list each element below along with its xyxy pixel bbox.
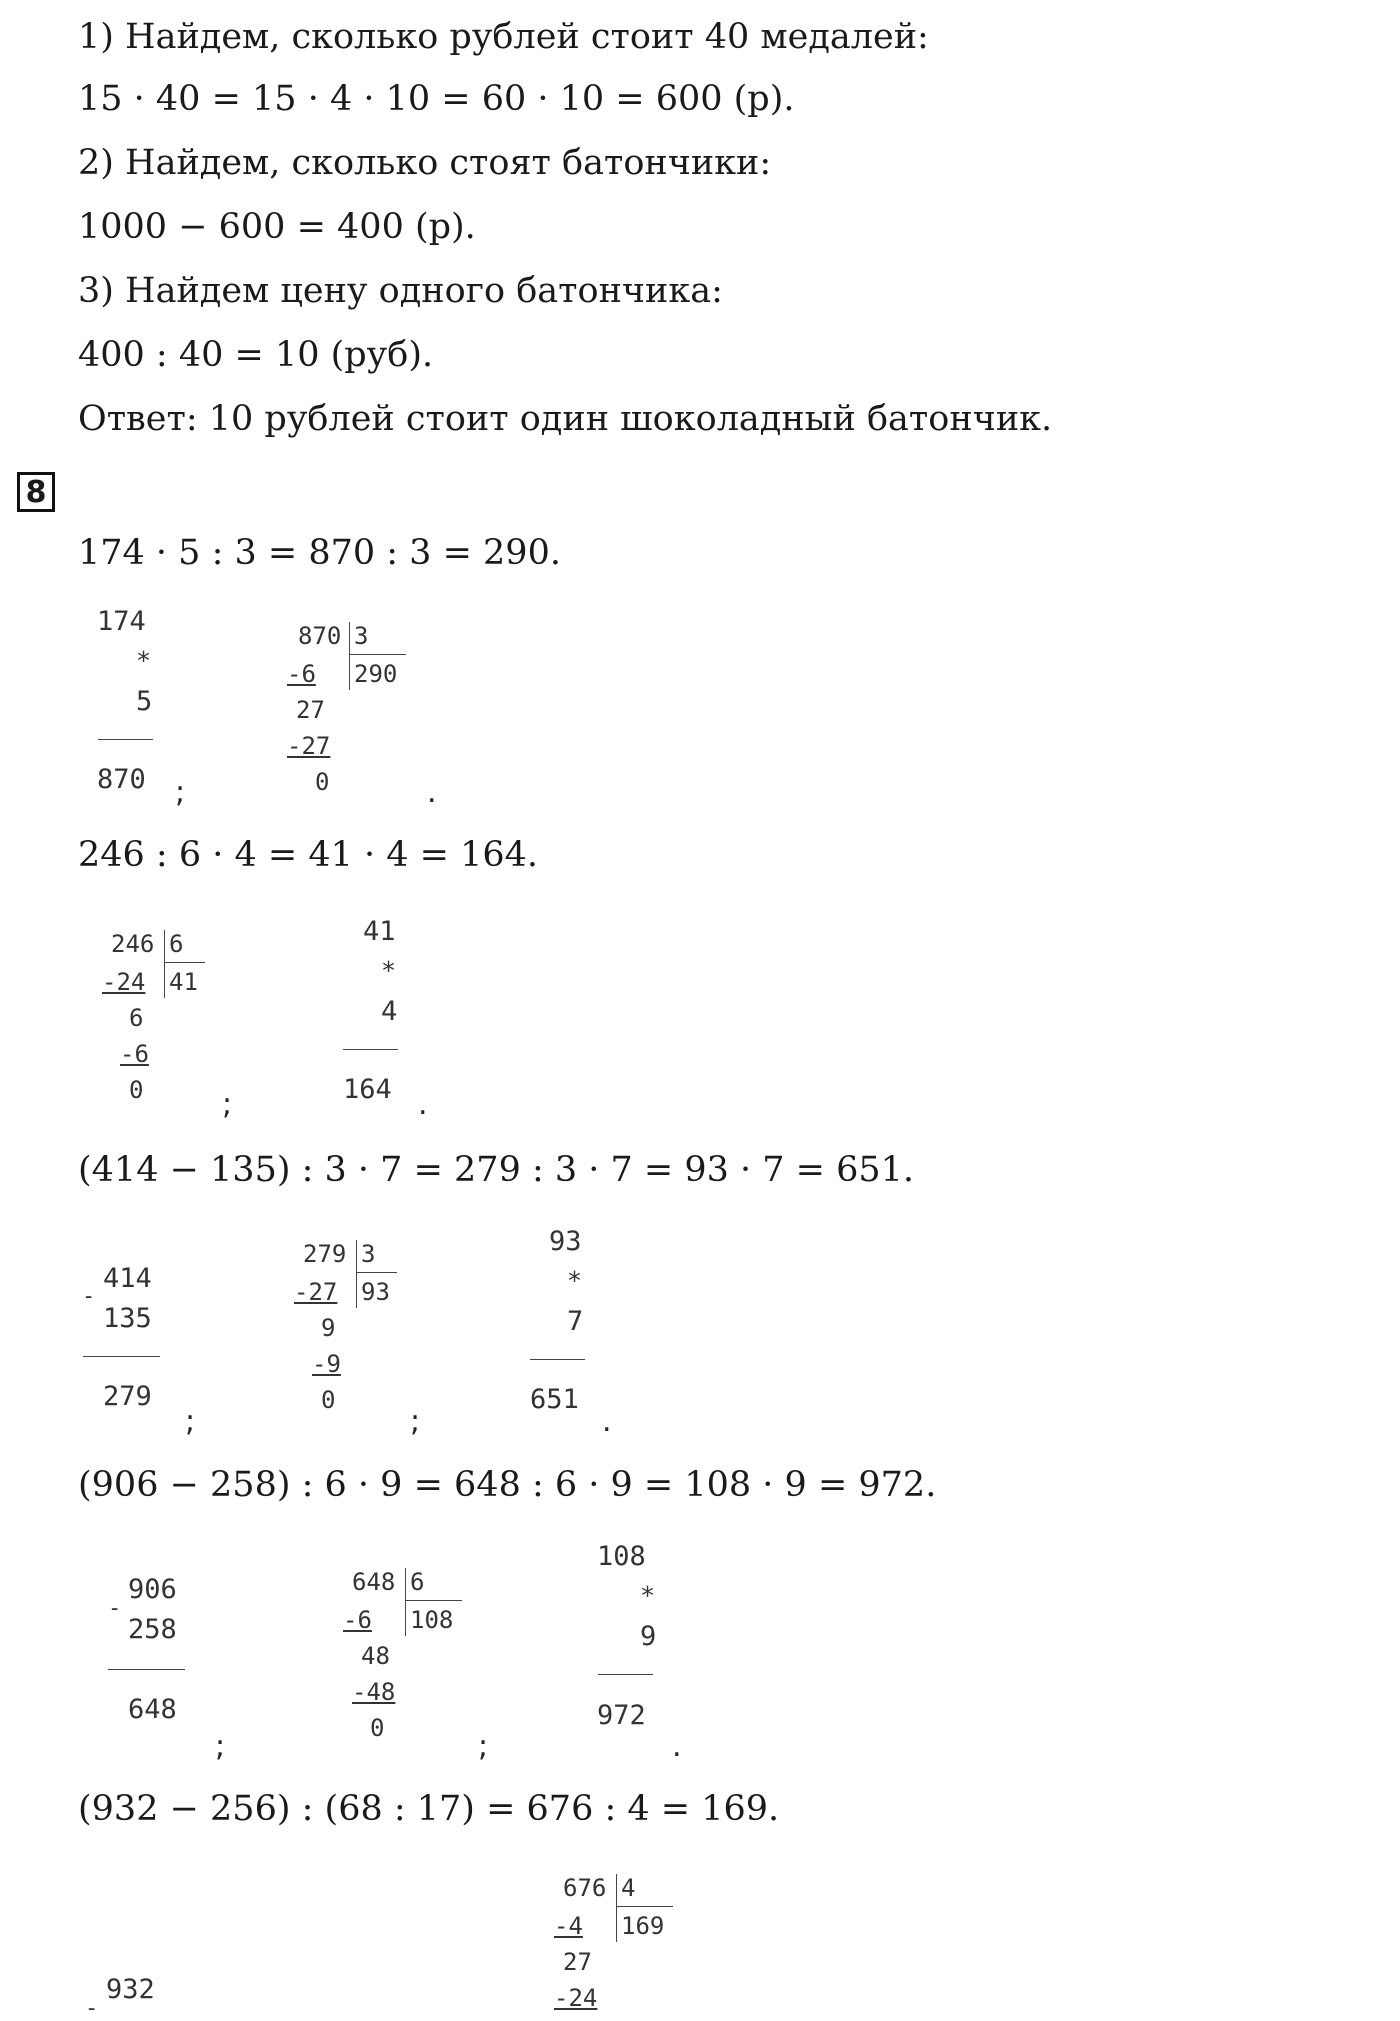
mult-operand-a: 41 xyxy=(363,916,396,947)
dividend: 279 xyxy=(303,1240,347,1268)
division-step: -27 xyxy=(287,732,331,760)
division-step: -24 xyxy=(102,968,146,996)
division-step: -6 xyxy=(343,1606,372,1634)
step-1-formula: 15 · 40 = 15 · 4 · 10 = 60 · 10 = 600 (р). xyxy=(78,79,795,119)
dividend: 648 xyxy=(352,1568,396,1596)
step-2-formula: 1000 − 600 = 400 (р). xyxy=(78,207,476,247)
sub-operand-a: 414 xyxy=(103,1263,152,1294)
divisor-line xyxy=(617,1906,673,1907)
division-bar xyxy=(349,622,350,690)
dividend: 676 xyxy=(563,1874,607,1902)
division-step: 9 xyxy=(321,1314,336,1342)
division-step: 6 xyxy=(129,1004,144,1032)
quotient: 290 xyxy=(354,660,398,688)
mult-operand-b: 4 xyxy=(381,996,398,1027)
semicolon: ; xyxy=(222,1087,233,1122)
period: . xyxy=(418,1087,428,1122)
sub-line xyxy=(108,1669,185,1670)
division-step: -6 xyxy=(120,1040,149,1068)
period: . xyxy=(602,1404,612,1439)
mult-line xyxy=(343,1049,398,1050)
division-bar xyxy=(164,930,165,998)
division-step: 0 xyxy=(321,1386,336,1414)
sub-result: 648 xyxy=(128,1694,177,1725)
mult-result: 972 xyxy=(597,1700,646,1731)
semicolon: ; xyxy=(478,1729,489,1764)
step-3-formula: 400 : 40 = 10 (руб). xyxy=(78,335,434,375)
quotient: 41 xyxy=(169,968,198,996)
sub-result: 279 xyxy=(103,1381,152,1412)
mult-line xyxy=(98,739,153,740)
semicolon: ; xyxy=(185,1404,196,1439)
division-step: 27 xyxy=(296,696,325,724)
equation-3: (414 − 135) : 3 · 7 = 279 : 3 · 7 = 93 · 7 = 651. xyxy=(78,1150,915,1190)
mult-operator: * xyxy=(381,956,397,985)
period: . xyxy=(427,775,437,810)
mult-result: 870 xyxy=(97,764,146,795)
division-step: 48 xyxy=(361,1642,390,1670)
mult-result: 651 xyxy=(530,1384,579,1415)
division-step: 0 xyxy=(315,768,330,796)
division-step: -4 xyxy=(554,1912,583,1940)
equation-2: 246 : 6 · 4 = 41 · 4 = 164. xyxy=(78,835,539,875)
sub-line xyxy=(83,1356,160,1357)
equation-4: (906 − 258) : 6 · 9 = 648 : 6 · 9 = 108 · 9 = 972. xyxy=(78,1465,937,1505)
step-2-text: 2) Найдем, сколько стоят батончики: xyxy=(78,143,772,183)
step-1-text: 1) Найдем, сколько рублей стоит 40 медалей: xyxy=(78,17,929,57)
mult-operand-b: 5 xyxy=(136,686,153,717)
divisor-line xyxy=(350,654,406,655)
quotient: 108 xyxy=(410,1606,454,1634)
mult-operator: * xyxy=(640,1581,656,1610)
mult-operand-b: 9 xyxy=(640,1621,657,1652)
dividend: 246 xyxy=(111,930,155,958)
division-step: -27 xyxy=(294,1278,338,1306)
semicolon: ; xyxy=(175,775,186,810)
semicolon: ; xyxy=(215,1729,226,1764)
division-step: -48 xyxy=(352,1678,396,1706)
division-step: -6 xyxy=(287,660,316,688)
mult-operator: * xyxy=(567,1266,583,1295)
mult-line xyxy=(598,1674,653,1675)
division-step: 0 xyxy=(129,1076,144,1104)
divisor: 6 xyxy=(410,1568,425,1596)
sub-operand-b: 258 xyxy=(128,1614,177,1645)
divisor: 3 xyxy=(361,1240,376,1268)
sub-operand-b: 135 xyxy=(103,1303,152,1334)
division-bar xyxy=(356,1240,357,1308)
divisor-line xyxy=(357,1272,397,1273)
divisor-line xyxy=(406,1600,462,1601)
division-step: 27 xyxy=(563,1948,592,1976)
task-number-badge: 8 xyxy=(17,472,55,512)
mult-operand-a: 93 xyxy=(549,1226,582,1257)
mult-operand-a: 108 xyxy=(597,1541,646,1572)
equation-1: 174 · 5 : 3 = 870 : 3 = 290. xyxy=(78,533,561,573)
mult-operator: * xyxy=(136,646,152,675)
sub-sign: - xyxy=(82,1284,96,1309)
divisor-line xyxy=(165,962,205,963)
division-step: -9 xyxy=(312,1350,341,1378)
semicolon: ; xyxy=(410,1404,421,1439)
sub-sign: - xyxy=(85,1996,99,2021)
division-step: -24 xyxy=(554,1984,598,2012)
equation-5: (932 − 256) : (68 : 17) = 676 : 4 = 169. xyxy=(78,1789,780,1829)
mult-operand-b: 7 xyxy=(567,1306,584,1337)
division-bar xyxy=(616,1874,617,1942)
mult-operand-a: 174 xyxy=(97,606,146,637)
step-3-text: 3) Найдем цену одного батончика: xyxy=(78,271,723,311)
sub-sign: - xyxy=(108,1596,122,1621)
mult-result: 164 xyxy=(343,1074,392,1105)
dividend: 870 xyxy=(298,622,342,650)
answer-text: Ответ: 10 рублей стоит один шоколадный батончик. xyxy=(78,399,1053,439)
quotient: 169 xyxy=(621,1912,665,1940)
division-bar xyxy=(405,1568,406,1636)
divisor: 4 xyxy=(621,1874,636,1902)
sub-operand-a: 906 xyxy=(128,1574,177,1605)
division-step: 0 xyxy=(370,1714,385,1742)
mult-line xyxy=(530,1359,585,1360)
divisor: 6 xyxy=(169,930,184,958)
period: . xyxy=(672,1729,682,1764)
quotient: 93 xyxy=(361,1278,390,1306)
divisor: 3 xyxy=(354,622,369,650)
sub-operand-a: 932 xyxy=(106,1974,155,2005)
